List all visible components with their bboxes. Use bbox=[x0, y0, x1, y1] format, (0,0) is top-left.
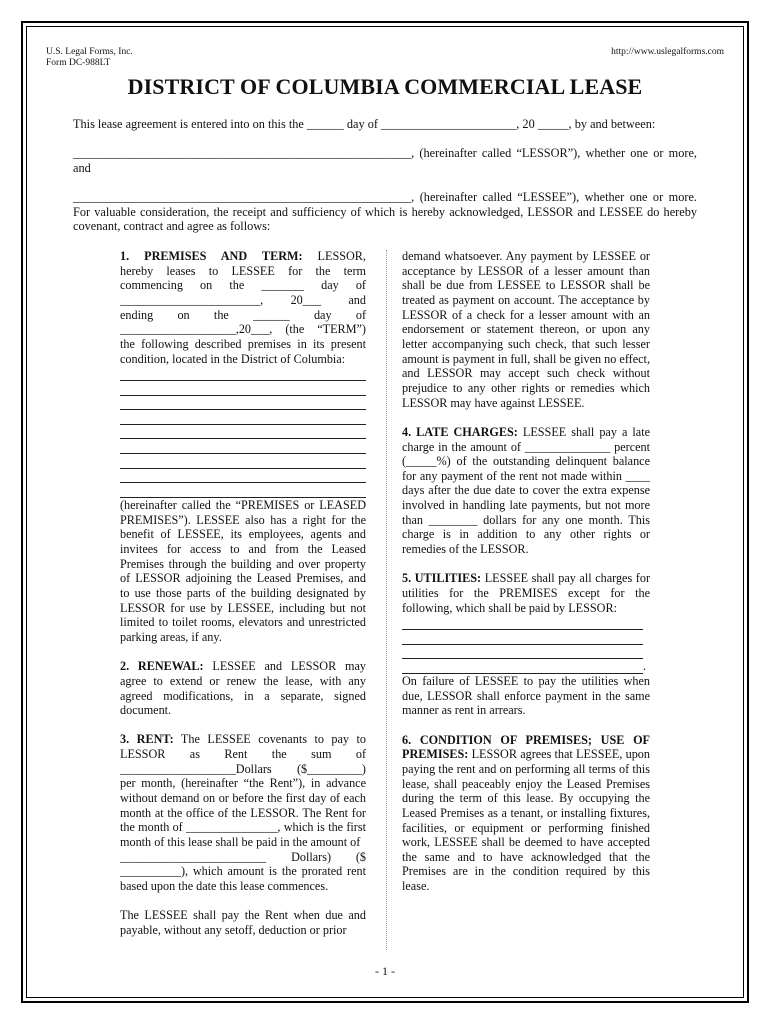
section-5: 5. UTILITIES: LESSEE shall pay all charges for utilities for the PREMISES except for the following, which shall be paid by LESSOR: bbox=[402, 571, 650, 615]
section-5-heading: 5. UTILITIES: bbox=[402, 571, 482, 586]
fill-in-line[interactable] bbox=[120, 425, 366, 440]
fill-in-line[interactable] bbox=[402, 615, 643, 630]
right-column bbox=[402, 249, 650, 894]
section-3-line: ___________________Dollars ($_________) bbox=[120, 761, 366, 776]
section-2-heading: 2. RENEWAL: bbox=[120, 659, 204, 674]
intro-lessor-line: _______________________________________________________, (hereinafter called “LESSOR”), whether one or more, and bbox=[73, 146, 697, 175]
section-3-line: ________________________ Dollars) ($ bbox=[120, 849, 366, 864]
section-6-heading: 6. CONDITION OF PREMISES; USE OF PREMISES: bbox=[402, 732, 650, 762]
section-2: 2. RENEWAL: LESSEE and LESSOR may agree to extend or renew the lease, with any agreed modifications, in a separate, signed document. bbox=[120, 659, 366, 718]
section-1-line: the following described premises in its present bbox=[120, 336, 366, 351]
fill-in-line[interactable] bbox=[120, 439, 366, 454]
header-left bbox=[46, 47, 133, 69]
fill-in-line[interactable] bbox=[402, 659, 643, 674]
fill-in-line[interactable] bbox=[120, 366, 366, 381]
section-4-heading: 4. LATE CHARGES: bbox=[402, 424, 518, 439]
section-1-continued: (hereinafter called the “PREMISES or LEASED PREMISES”). LESSEE also has a right for the benefit of LESSEE, its employees, agents and invitees for access to and from the Leased Premises through the building and over property of LESSOR adjoining the Leased Premises, and to use those parts of the building designated by LESSOR for use by LESSEE, including but not limited to toilet rooms, elevators and unrestricted parking areas, if any. bbox=[120, 498, 366, 644]
fill-in-line[interactable] bbox=[120, 469, 366, 484]
section-1-line: ___________________,20___, (the “TERM”) bbox=[120, 322, 366, 337]
section-1-line: condition, located in the District of Columbia: bbox=[120, 351, 346, 366]
section-1-line: ending on the ______ day of bbox=[120, 307, 366, 322]
fill-in-line[interactable] bbox=[402, 630, 643, 645]
page-number: - 1 - bbox=[375, 964, 395, 978]
section-5-text: On failure of LESSEE to pay the utilities when due, LESSOR shall enforce payment in the same manner as rent in arrears. bbox=[402, 673, 650, 718]
document-title: DISTRICT OF COLUMBIA COMMERCIAL LEASE bbox=[127, 74, 643, 99]
section-3-paragraph-2: The LESSEE shall pay the Rent when due and payable, without any setoff, deduction or prior bbox=[120, 908, 366, 937]
section-3-line: LESSOR as Rent the sum of bbox=[120, 747, 366, 762]
section-3-text: per month, (hereinafter “the Rent”), in advance without demand on or before the first day of each month at the office of the LESSOR. The Rent for the month of _______________, which is the first month of this lease shall be paid in the amount of bbox=[120, 776, 366, 850]
section-1-heading: 1. PREMISES AND TERM: bbox=[120, 249, 303, 263]
section-1-line: _______________________, 20___ and bbox=[120, 292, 366, 307]
utilities-lines bbox=[402, 615, 650, 674]
intro-lessee-line: _______________________________________________________, (hereinafter called “LESSEE”), whether one or more. For valuable consideration, the receipt and sufficiency of which is hereby acknowledged, LESSOR and LESSEE do hereby covenant, contract and agree as follows: bbox=[73, 190, 697, 233]
header-url[interactable]: http://www.uslegalforms.com bbox=[611, 47, 724, 57]
section-3-text: __________), which amount is the prorated rent based upon the date this lease commences. bbox=[120, 864, 366, 894]
premises-description-lines bbox=[120, 366, 366, 498]
form-id: Form DC-988LT bbox=[46, 58, 111, 68]
fill-in-line-last: . bbox=[402, 659, 650, 674]
section-4: 4. LATE CHARGES: LESSEE shall pay a late charge in the amount of ______________ percent (_____%) of the outstanding delinquent balance for any payment of the rent not made within ____ days after the due date to cover the extra expense involved in handling late payments, but not more than ________ dollars for any one month. This charge is in addition to any other rights or remedies of the LESSOR. bbox=[402, 424, 650, 557]
section-3-line: 3. RENT: The LESSEE covenants to pay to bbox=[120, 732, 366, 747]
section-3-heading: 3. RENT: bbox=[120, 732, 174, 747]
section-3-continued: demand whatsoever. Any payment by LESSEE or acceptance by LESSOR of a lesser amount than shall be due from LESSEE to LESSOR shall be treated as payment on account. The acceptance by LESSOR of a check for a lesser amount with an endorsement or statement thereon, or upon any letter accompanying such check, that such lesser amount is payment in full, shall be given no effect, and LESSOR may accept such check without prejudice to any other rights or remedies which LESSOR may have against LESSEE. bbox=[402, 249, 650, 410]
fill-in-line[interactable] bbox=[120, 483, 366, 498]
intro-date-line: This lease agreement is entered into on this the ______ day of ______________________, 20 _____, by and between: bbox=[73, 117, 656, 131]
section-1-line: 1. PREMISES AND TERM: LESSOR, bbox=[120, 249, 366, 263]
column-divider bbox=[386, 250, 387, 950]
publisher-name: U.S. Legal Forms, Inc. bbox=[46, 47, 133, 57]
fill-in-line[interactable] bbox=[120, 454, 366, 469]
section-1-line: commencing on the _______ day of bbox=[120, 278, 366, 293]
fill-in-line[interactable] bbox=[120, 396, 366, 411]
section-1-line: hereby leases to LESSEE for the term bbox=[120, 263, 366, 278]
fill-in-line[interactable] bbox=[120, 381, 366, 396]
fill-in-line[interactable] bbox=[120, 410, 366, 425]
fill-in-line[interactable] bbox=[402, 645, 643, 660]
left-column bbox=[120, 249, 366, 938]
section-6: 6. CONDITION OF PREMISES; USE OF PREMISES: LESSOR agrees that LESSEE, upon paying the rent and on performing all terms of this lease, shall peaceably enjoy the Leased Premises during the term of this lease. By occupying the Leased Premises as a tenant, or installing fixtures, facilities, or equipment or performing finished work, LESSEE shall be deemed to have accepted the same and to have acknowledged that the Premises are in the condition required by this lease. bbox=[402, 732, 650, 894]
